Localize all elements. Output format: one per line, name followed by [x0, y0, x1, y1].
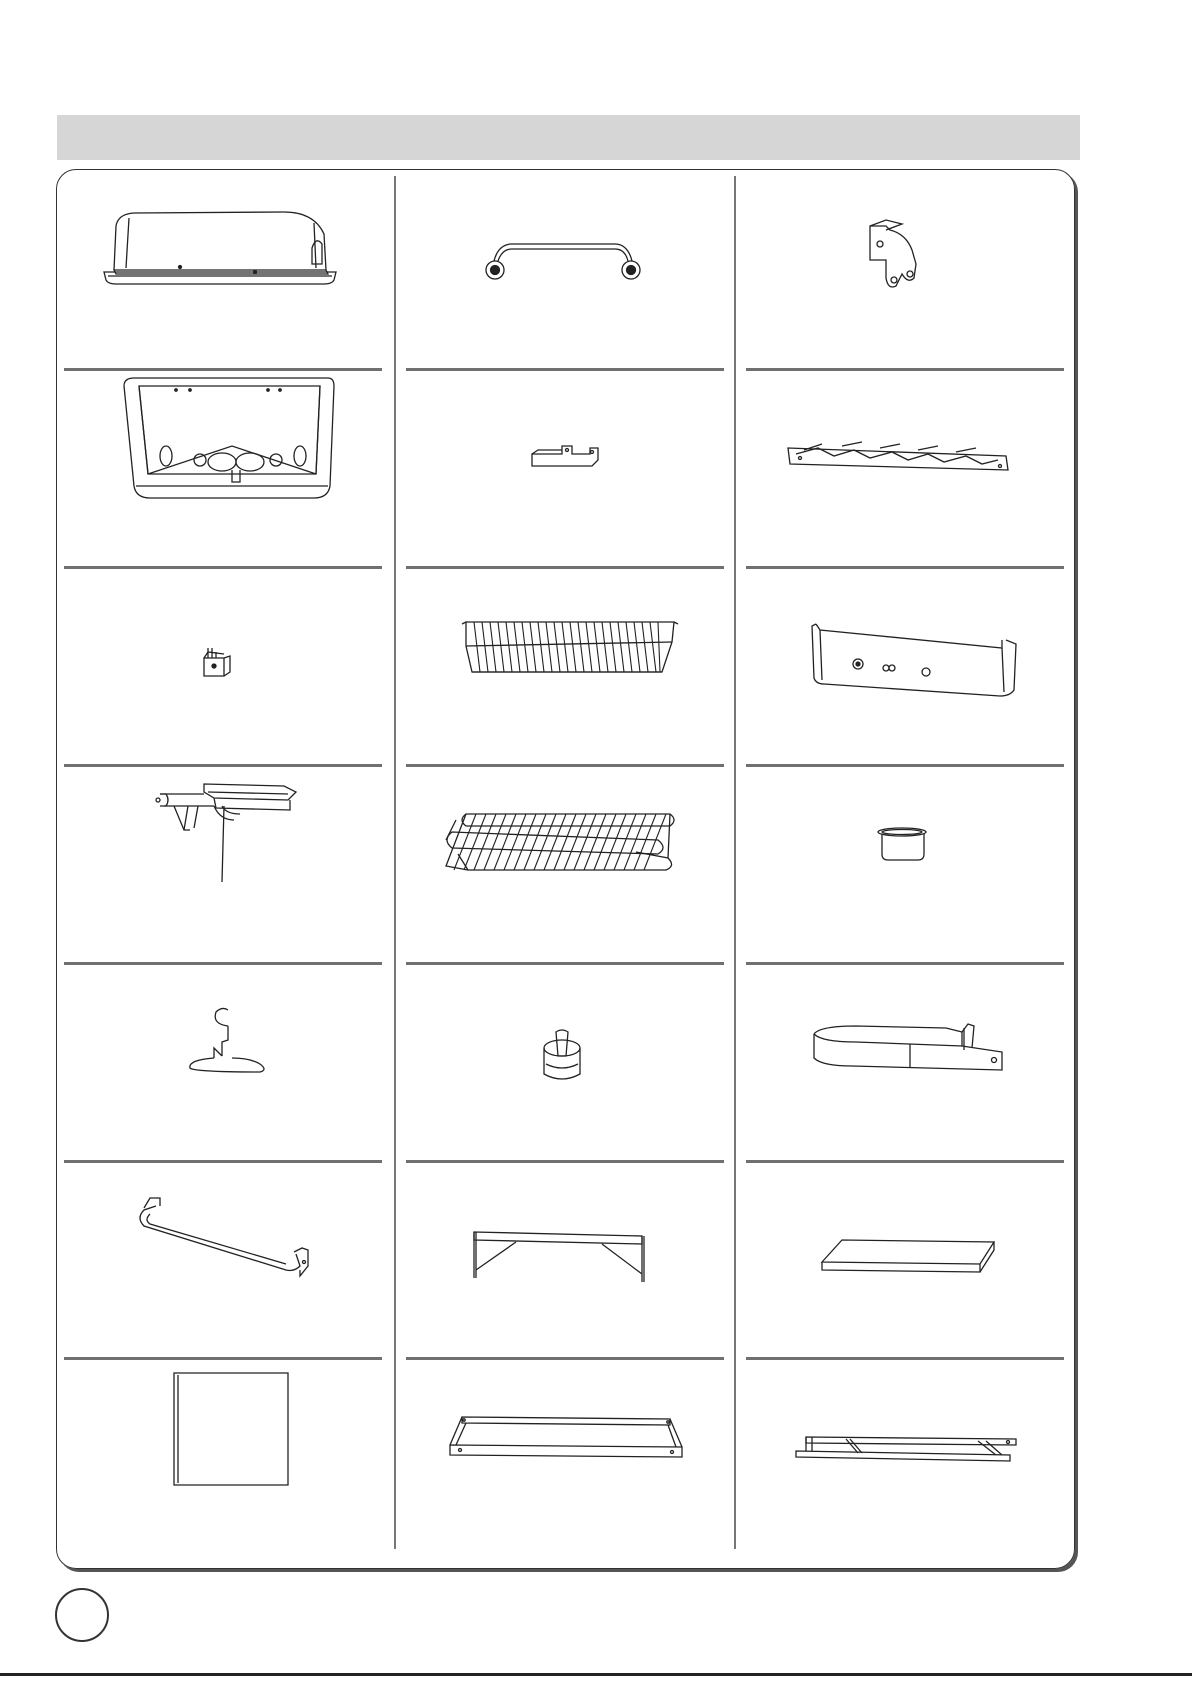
row-divider — [406, 1160, 724, 1163]
part-cell — [746, 968, 1064, 1156]
column-divider — [394, 176, 396, 1549]
row-divider — [406, 368, 724, 371]
curved-panel-icon — [746, 968, 1064, 1156]
row-divider — [746, 764, 1064, 767]
part-cell — [406, 1166, 724, 1354]
heat-tent-icon — [746, 374, 1064, 562]
row-divider — [406, 764, 724, 767]
row-divider — [64, 962, 382, 965]
burner-icon — [64, 770, 382, 958]
cooking-grate-icon — [406, 770, 724, 958]
part-cell — [406, 968, 724, 1156]
clip-bracket-icon — [64, 572, 382, 760]
part-cell — [746, 1363, 1064, 1549]
part-cell — [64, 968, 382, 1156]
control-panel-icon — [746, 572, 1064, 760]
grease-cup-icon — [746, 770, 1064, 958]
part-cell — [64, 770, 382, 958]
bottom-frame-left-icon — [406, 1363, 724, 1549]
column-divider — [734, 176, 736, 1549]
row-divider — [746, 1160, 1064, 1163]
part-cell — [406, 770, 724, 958]
part-cell — [64, 572, 382, 760]
row-divider — [746, 1357, 1064, 1360]
firebox-icon — [64, 374, 382, 562]
control-knob-icon — [406, 968, 724, 1156]
part-cell — [746, 572, 1064, 760]
part-cell — [746, 770, 1064, 958]
towel-bar-icon — [64, 1166, 382, 1354]
part-cell — [406, 572, 724, 760]
bottom-rule — [0, 1673, 1192, 1676]
row-divider — [406, 1357, 724, 1360]
part-cell — [64, 1363, 382, 1549]
row-divider — [746, 962, 1064, 965]
row-divider — [746, 368, 1064, 371]
side-shelf-icon — [746, 1166, 1064, 1354]
row-divider — [64, 1357, 382, 1360]
back-panel-icon — [64, 1363, 382, 1549]
header-bar — [57, 115, 1080, 160]
part-cell — [406, 178, 724, 364]
part-cell — [406, 374, 724, 562]
lid-icon — [64, 178, 382, 364]
row-divider — [64, 764, 382, 767]
hinge-bracket-icon — [746, 178, 1064, 364]
part-cell — [746, 1166, 1064, 1354]
row-divider — [64, 368, 382, 371]
part-cell — [746, 178, 1064, 364]
support-frame-icon — [406, 1166, 724, 1354]
grease-cup-hanger-icon — [64, 968, 382, 1156]
part-cell — [64, 178, 382, 364]
small-bracket-icon — [406, 374, 724, 562]
row-divider — [64, 566, 382, 569]
part-cell — [406, 1363, 724, 1549]
row-divider — [406, 566, 724, 569]
page-number-badge — [55, 1588, 109, 1642]
warming-rack-icon — [406, 572, 724, 760]
part-cell — [746, 374, 1064, 562]
row-divider — [406, 962, 724, 965]
row-divider — [746, 566, 1064, 569]
bottom-frame-right-icon — [746, 1363, 1064, 1549]
lid-handle-icon — [406, 178, 724, 364]
part-cell — [64, 374, 382, 562]
part-cell — [64, 1166, 382, 1354]
row-divider — [64, 1160, 382, 1163]
